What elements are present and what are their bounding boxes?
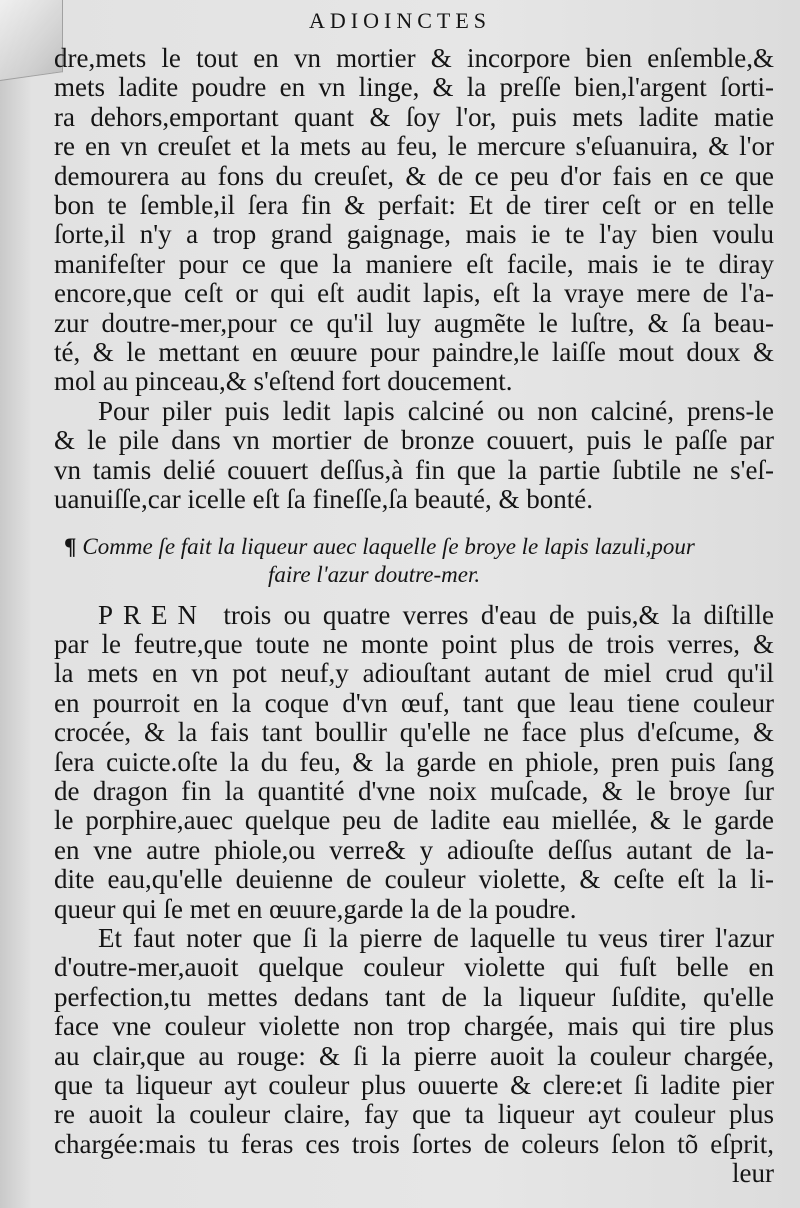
pilcrow-icon: ¶	[64, 533, 77, 559]
text-line: ſera cuicte.oſte la du feu, & la garde en phiole, pren puis ſang	[54, 746, 774, 777]
text-line: la mets en vn pot neuf,y adiouſtant autant de miel crud qu'il	[54, 658, 774, 689]
initial-word: PREN	[98, 599, 208, 630]
text-line: le porphire,auec quelque peu de ladite eau miellée, & le garde	[54, 805, 774, 836]
text-line: ra dehors,emportant quant & ſoy l'or, puis mets ladite matie	[54, 101, 774, 132]
text-line: crocée, & la fais tant boullir qu'elle ne face plus d'eſcume, &	[54, 717, 774, 748]
text-line: uanuiſſe,car icelle eſt ſa fineſſe,ſa beauté, & bonté.	[54, 484, 593, 515]
text-line: en pourroit en la coque d'vn œuf, tant que leau tiene couleur	[54, 687, 774, 718]
heading-text: Comme ſe fait la liqueur auec laquelle ſe broye le lapis lazuli,pour	[82, 533, 695, 559]
running-head: ADIOINCTES	[309, 8, 491, 33]
text-line: bon te ſemble,il ſera fin & perfait: Et de tirer ceſt or en telle	[54, 190, 774, 221]
text-line: manifeſter pour ce que la maniere eſt facile, mais ie te diray	[54, 248, 774, 279]
text-line: demourera au fons du creuſet, & de ce peu d'or fais en ce que	[54, 160, 774, 191]
text-line: re en vn creuſet et la mets au feu, le mercure s'eſuanuira, & l'or	[54, 131, 774, 162]
text-line: d'outre-mer,auoit quelque couleur violette qui fuſt belle en	[54, 952, 774, 983]
text-line: chargée:mais tu feras ces trois ſortes de coleurs ſelon tõ eſprit,	[54, 1128, 774, 1159]
paragraph-2	[54, 397, 774, 515]
text-line: en vne autre phiole,ou verre& y adiouſte deſſus autant de la-	[54, 834, 774, 865]
text-line: Pour piler puis ledit lapis calciné ou non calciné, prens-le	[98, 395, 774, 426]
text-line: encore,que ceſt or qui eſt audit lapis, eſt la vraye mere de l'a-	[54, 278, 774, 309]
text-line: face vne couleur violette non trop chargée, mais qui tire plus	[54, 1011, 774, 1042]
text-line: dre,mets le tout en vn mortier & incorpore bien enſemble,&	[54, 43, 774, 73]
line-rest: trois ou quatre verres d'eau de puis,& la diſtille	[223, 599, 774, 630]
text-line: Et faut noter que ſi la pierre de laquelle tu veus tirer l'azur	[98, 922, 774, 953]
text-line: perfection,tu mettes dedans tant de la liqueur ſuſdite, qu'elle	[54, 981, 774, 1012]
paragraph-4	[54, 924, 774, 1189]
page-text	[54, 44, 774, 1189]
text-line: mets ladite poudre en vn linge, & la preſſe bien,l'argent ſorti-	[54, 72, 774, 103]
text-line: mol au pinceau,& s'eſtend fort doucement.	[54, 366, 513, 397]
text-line: & le pile dans vn mortier de bronze couuert, puis le paſſe par	[54, 425, 774, 456]
text-line: au clair,que au rouge: & ſi la pierre auoit la couleur chargée,	[54, 1040, 774, 1071]
text-line: queur qui ſe met en œuure,garde la de la poudre.	[54, 893, 577, 924]
text-line: té, & le mettant en œuure pour paindre,le laiſſe mout doux &	[54, 337, 774, 368]
text-line: re auoit la couleur claire, fay que ta liqueur ayt couleur plus	[54, 1099, 774, 1130]
text-line: ſorte,il n'y a trop grand gaignage, mais ie te l'ay bien voulu	[54, 219, 774, 250]
section-gap	[54, 515, 774, 533]
heading-line: faire l'azur doutre-mer.	[268, 561, 481, 587]
paragraph-3	[54, 601, 774, 924]
catchword: leur	[732, 1158, 774, 1189]
section-heading	[54, 533, 774, 589]
text-line: par le feutre,que toute ne monte point plus de trois verres, &	[54, 628, 774, 659]
text-line: de dragon fin la quantité d'vne noix muſcade, & le broye ſur	[54, 775, 774, 806]
text-line: zur doutre-mer,pour ce qu'il luy augmẽte le luſtre, & ſa beau-	[54, 307, 774, 338]
paragraph-1	[54, 44, 774, 397]
text-line	[54, 601, 774, 630]
text-line: que ta liqueur ayt couleur plus ouuerte & clere:et ſi ladite pier	[54, 1070, 774, 1100]
text-line: vn tamis delié couuert deſſus,à fin que la partie ſubtile ne s'eſ-	[54, 454, 774, 485]
text-line: dite eau,qu'elle deuienne de couleur violette, & ceſte eſt la li-	[54, 864, 774, 895]
heading-line	[54, 533, 774, 561]
